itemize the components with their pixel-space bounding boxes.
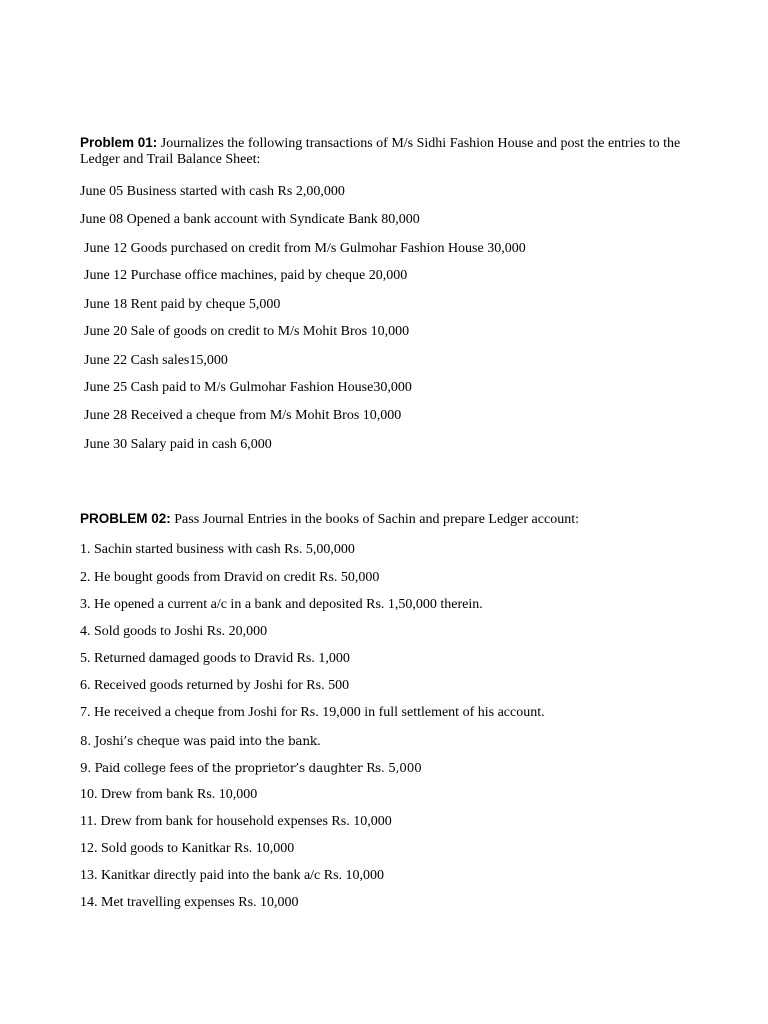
transaction-line: June 18 Rent paid by cheque 5,000 xyxy=(84,297,281,312)
transaction-line: June 30 Salary paid in cash 6,000 xyxy=(84,437,272,452)
entry-line: 3. He opened a current a/c in a bank and deposited Rs. 1,50,000 therein. xyxy=(80,597,483,612)
transaction-line: June 20 Sale of goods on credit to M/s Mohit Bros 10,000 xyxy=(84,324,410,339)
transaction-line: June 05 Business started with cash Rs 2,00,000 xyxy=(80,184,345,199)
entry-line: 9. Paid college fees of the proprietor’s daughter Rs. 5,000 xyxy=(80,761,422,775)
entry-line: 8. Joshi’s cheque was paid into the bank. xyxy=(80,734,321,748)
entry-line: 2. He bought goods from Dravid on credit Rs. 50,000 xyxy=(80,570,380,585)
entry-line: 14. Met travelling expenses Rs. 10,000 xyxy=(80,895,299,910)
entry-line: 5. Returned damaged goods to Dravid Rs. 1,000 xyxy=(80,651,350,666)
transaction-line: June 12 Goods purchased on credit from M/s Gulmohar Fashion House 30,000 xyxy=(84,241,526,256)
entry-line: 11. Drew from bank for household expenses Rs. 10,000 xyxy=(80,814,392,829)
entry-line: 4. Sold goods to Joshi Rs. 20,000 xyxy=(80,624,268,639)
entry-line: 13. Kanitkar directly paid into the bank a/c Rs. 10,000 xyxy=(80,868,385,883)
problem-1-label: Problem 01: xyxy=(80,135,158,150)
transaction-line: June 12 Purchase office machines, paid by cheque 20,000 xyxy=(84,268,408,283)
entry-line: 1. Sachin started business with cash Rs. 5,00,000 xyxy=(80,542,355,557)
entry-line: 12. Sold goods to Kanitkar Rs. 10,000 xyxy=(80,841,295,856)
transaction-line: June 08 Opened a bank account with Syndicate Bank 80,000 xyxy=(80,212,420,227)
transaction-line: June 25 Cash paid to M/s Gulmohar Fashion House30,000 xyxy=(84,380,412,395)
entry-line: 7. He received a cheque from Joshi for Rs. 19,000 in full settlement of his account. xyxy=(80,705,545,720)
transaction-line: June 28 Received a cheque from M/s Mohit Bros 10,000 xyxy=(84,408,402,423)
problem-1-heading xyxy=(80,135,720,168)
entry-line: 10. Drew from bank Rs. 10,000 xyxy=(80,787,258,802)
entry-line: 6. Received goods returned by Joshi for Rs. 500 xyxy=(80,678,350,693)
problem-2-label: PROBLEM 02: xyxy=(80,511,171,526)
problem-2-text: Pass Journal Entries in the books of Sachin and prepare Ledger account: xyxy=(170,512,579,527)
problem-1-text: Journalizes the following transactions of M/s Sidhi Fashion House and post the entries to the Ledger and Trail Balance Sheet: xyxy=(80,136,681,167)
transaction-line: June 22 Cash sales15,000 xyxy=(84,353,228,368)
problem-2-heading xyxy=(80,511,720,528)
